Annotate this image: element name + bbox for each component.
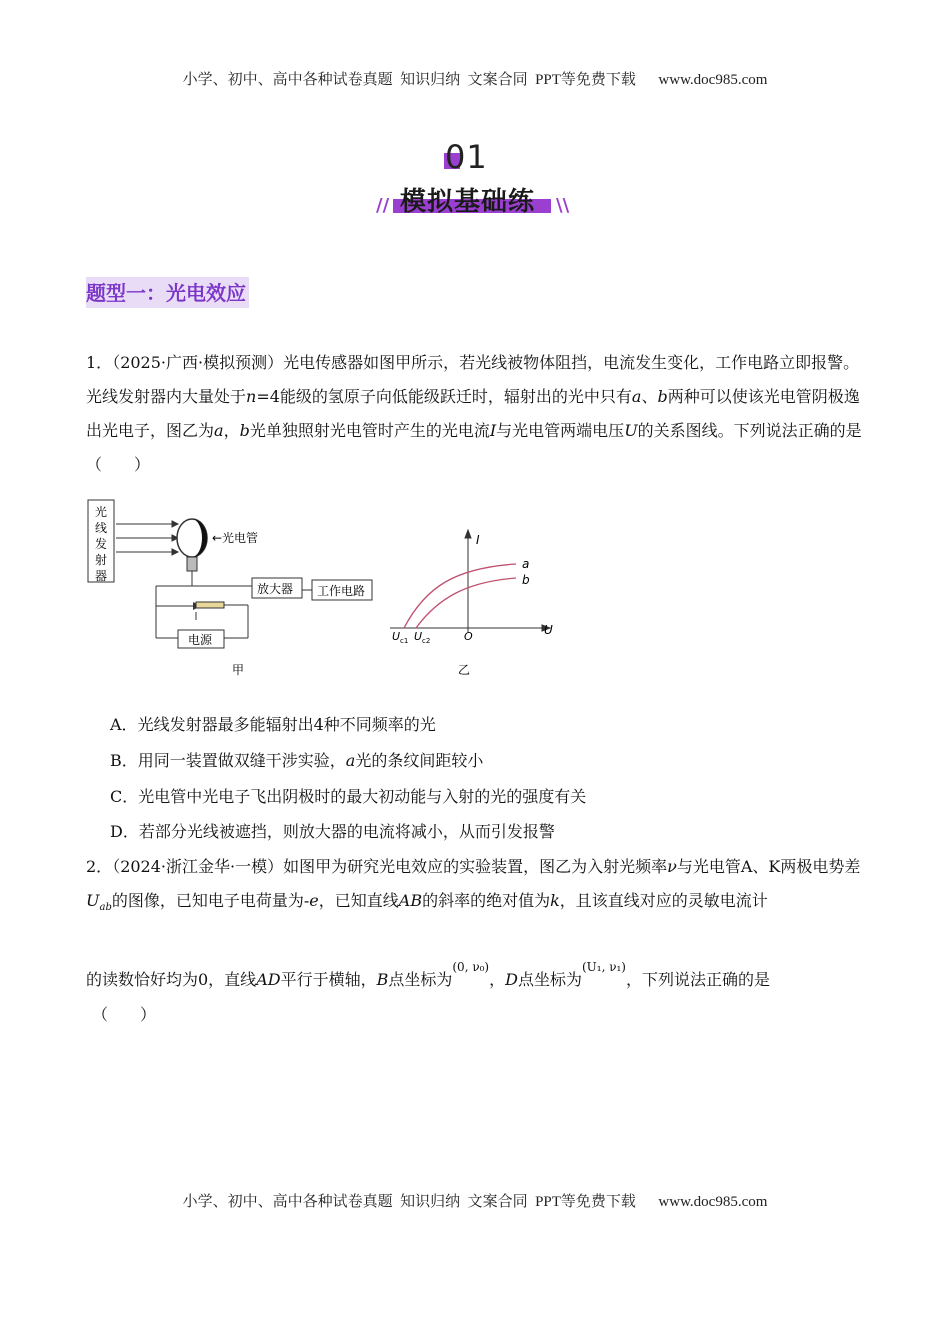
curve-a bbox=[404, 564, 516, 628]
emitter-char: 光 bbox=[95, 505, 108, 519]
uc2-sub: c2 bbox=[422, 637, 431, 645]
option-a: A．光线发射器最多能辐射出4种不同频率的光 bbox=[110, 715, 436, 734]
amplifier-label: 放大器 bbox=[257, 582, 294, 596]
page-footer: 小学、初中、高中各种试卷真题 知识归纳 文案合同 PPT等免费下载 www.doc985.com bbox=[182, 1194, 768, 1210]
badge-title: 模拟基础练 bbox=[400, 187, 536, 217]
curve-a-label: a bbox=[522, 557, 530, 571]
emitter-char: 射 bbox=[95, 553, 108, 567]
uc1-sub: c1 bbox=[400, 637, 409, 645]
question-number: 1． bbox=[86, 353, 113, 372]
badge-slash-right: \\ bbox=[556, 195, 570, 216]
page-header: 小学、初中、高中各种试卷真题 知识归纳 文案合同 PPT等免费下载 www.doc985.com bbox=[182, 72, 768, 88]
uc2-label: U bbox=[414, 630, 423, 643]
figure-jia-caption: 甲 bbox=[232, 663, 245, 677]
light-arrows bbox=[116, 521, 178, 555]
question-2-stem-cont: 的读数恰好均为0，直线AD平行于横轴，B点坐标为$^{(0, \nu_0)}$，D点坐标为$^{(U_1, \nu_1)}$，下列说法正确的是 bbox=[86, 960, 771, 989]
badge-number: 01 bbox=[445, 138, 488, 176]
emitter-char: 器 bbox=[95, 569, 108, 583]
figure-jia bbox=[86, 498, 386, 688]
curve-b-label: b bbox=[522, 573, 530, 587]
rheostat bbox=[196, 602, 224, 608]
question-2-answer-paren: （ ） bbox=[92, 1005, 157, 1024]
badge-slash-left: // bbox=[376, 195, 390, 216]
u-axis-label: U bbox=[544, 623, 553, 637]
question-2-stem: 2．（2024·浙江金华·一模）如图甲为研究光电效应的实验装置，图乙为入射光频率ν与光电管A、K两极电势差$U_{ab}$的图像，已知电子电荷量为-e，已知直线AB的斜率的绝对值为k，且该直线对应的灵敏电流计 bbox=[86, 857, 861, 914]
i-axis-label: I bbox=[476, 533, 480, 547]
curve-b bbox=[416, 578, 516, 628]
emitter-char: 发 bbox=[95, 537, 108, 551]
work-circuit-label: 工作电路 bbox=[317, 584, 366, 598]
question-number: 2． bbox=[86, 857, 113, 876]
phototube-base bbox=[187, 557, 197, 571]
figure-yi bbox=[386, 526, 566, 686]
question-source: （2025·广西·模拟预测） bbox=[112, 353, 284, 372]
origin-label: O bbox=[464, 630, 473, 643]
option-b: B．用同一装置做双缝干涉实验，a光的条纹间距较小 bbox=[110, 751, 484, 770]
question-1-stem: 1．（2025·广西·模拟预测）光电传感器如图甲所示，若光线被物体阻挡，电流发生变化，工作电路立即报警。光线发射器内大量处于n=4能级的氢原子向低能级跃迁时，辐射出的光中只有a、b两种可以使该光电管阴极逸出光电子，图乙为a，b光单独照射光电管时产生的光电流I与光电管两端电压U的关系图线。下列说法正确的是（ ） bbox=[86, 353, 862, 474]
question-source: （2024·浙江金华·一模） bbox=[112, 857, 284, 876]
emitter-char: 线 bbox=[95, 521, 108, 535]
section-title: 题型一：光电效应 bbox=[86, 277, 249, 308]
option-c: C．光电管中光电子飞出阴极时的最大初动能与入射的光的强度有关 bbox=[110, 787, 587, 806]
phototube-label: ←光电管 bbox=[212, 531, 259, 545]
uc1-label: U bbox=[392, 630, 401, 643]
option-d: D．若部分光线被遮挡，则放大器的电流将减小，从而引发报警 bbox=[110, 822, 555, 841]
d-coordinate: (U₁, ν₁) bbox=[581, 960, 626, 974]
power-label: 电源 bbox=[188, 633, 213, 647]
b-coordinate: (0, ν₀) bbox=[452, 960, 490, 974]
figure-yi-caption: 乙 bbox=[458, 663, 471, 677]
